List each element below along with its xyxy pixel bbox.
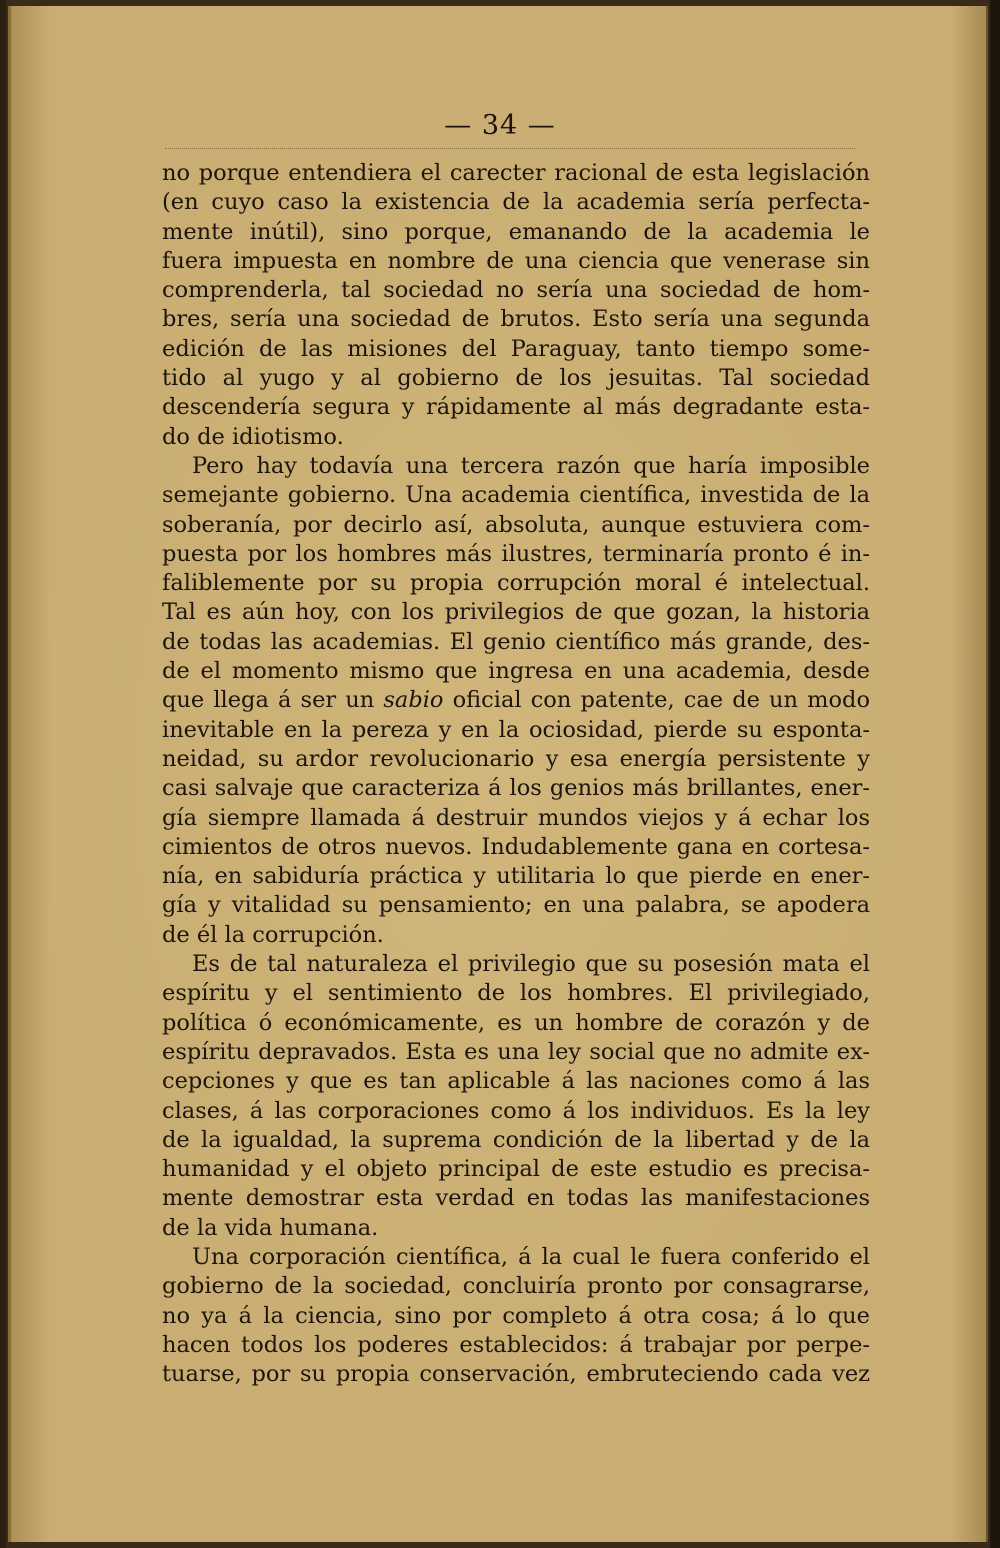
text-line: comprenderla, tal sociedad no sería una sociedad de hom- (162, 277, 870, 304)
text-line-paragraph-end: de la vida humana. (162, 1214, 379, 1241)
text-line: no ya á la ciencia, sino por completo á otra cosa; á lo que (162, 1302, 870, 1329)
italic-word: sabio (383, 687, 444, 714)
text-line: espíritu y el sentimiento de los hombres. El privilegiado, (162, 980, 870, 1007)
book-spine-shadow (0, 0, 6, 1548)
text-line-paragraph-start: Es de tal naturaleza el privilegio que su posesión mata el (192, 951, 870, 978)
text-line: humanidad y el objeto principal de este estudio es precisa- (162, 1156, 870, 1183)
text-line: nía, en sabiduría práctica y utilitaria lo que pierde en ener- (162, 863, 870, 890)
text-line: edición de las misiones del Paraguay, tanto tiempo some- (162, 335, 870, 362)
page-number: — 34 — (444, 110, 556, 141)
text-line: faliblemente por su propia corrupción moral é intelectual. (162, 570, 870, 597)
text-run: oficial con patente, cae de un modo (443, 687, 870, 714)
text-line: hacen todos los poderes establecidos: á trabajar por perpe- (162, 1331, 870, 1358)
text-line-with-italic (162, 686, 870, 715)
text-line: tido al yugo y al gobierno de los jesuitas. Tal sociedad (162, 365, 870, 392)
text-line: descendería segura y rápidamente al más degradante esta- (162, 394, 870, 421)
text-line: gía y vitalidad su pensamiento; en una palabra, se apodera (162, 892, 870, 919)
text-line-paragraph-start: Una corporación científica, á la cual le fuera conferido el (192, 1243, 870, 1270)
text-line: bres, sería una sociedad de brutos. Esto sería una segunda (162, 306, 870, 333)
text-line: mente demostrar esta verdad en todas las manifestaciones (162, 1185, 870, 1212)
text-line: cepciones y que es tan aplicable á las naciones como á las (162, 1068, 870, 1095)
text-line: fuera impuesta en nombre de una ciencia que venerase sin (162, 247, 870, 274)
text-line: de el momento mismo que ingresa en una academia, desde (162, 658, 870, 685)
page-edge-shadow (990, 0, 1000, 1548)
body-text (162, 159, 870, 1389)
text-line: clases, á las corporaciones como á los individuos. Es la ley (162, 1097, 870, 1124)
text-line: (en cuyo caso la existencia de la academia sería perfecta- (162, 189, 870, 216)
text-line: soberanía, por decirlo así, absoluta, aunque estuviera com- (162, 511, 870, 538)
text-line: tuarse, por su propia conservación, embruteciendo cada vez (162, 1361, 870, 1388)
text-line: Tal es aún hoy, con los privilegios de que gozan, la historia (162, 599, 870, 626)
text-line-paragraph-end: do de idiotismo. (162, 423, 344, 450)
text-line: neidad, su ardor revolucionario y esa energía persistente y (162, 745, 870, 772)
text-line: no porque entendiera el carecter racional de esta legislación (162, 160, 870, 186)
text-line: de todas las academias. El genio científico más grande, des- (162, 628, 870, 655)
text-line: gobierno de la sociedad, concluiría pronto por consagrarse, (162, 1273, 870, 1300)
text-line: cimientos de otros nuevos. Indudablemente gana en cortesa- (162, 833, 870, 860)
text-line: puesta por los hombres más ilustres, terminaría pronto é in- (162, 540, 870, 567)
header-rule (165, 148, 855, 149)
text-line: mente inútil), sino porque, emanando de la academia le (162, 218, 870, 245)
text-line: espíritu depravados. Esta es una ley social que no admite ex- (162, 1038, 870, 1065)
text-line-paragraph-start: Pero hay todavía una tercera razón que haría imposible (192, 452, 870, 479)
text-run: que llega á ser un (162, 687, 384, 714)
text-line: gía siempre llamada á destruir mundos viejos y á echar los (162, 804, 870, 831)
text-line: política ó económicamente, es un hombre de corazón y de (162, 1009, 870, 1036)
text-line: semejante gobierno. Una academia científica, investida de la (162, 482, 870, 509)
text-line: inevitable en la pereza y en la ociosidad, pierde su esponta- (162, 716, 870, 743)
text-line: de la igualdad, la suprema condición de la libertad y de la (162, 1126, 870, 1153)
text-line: casi salvaje que caracteriza á los genios más brillantes, ener- (162, 775, 870, 802)
text-line-paragraph-end: de él la corrupción. (162, 921, 384, 948)
